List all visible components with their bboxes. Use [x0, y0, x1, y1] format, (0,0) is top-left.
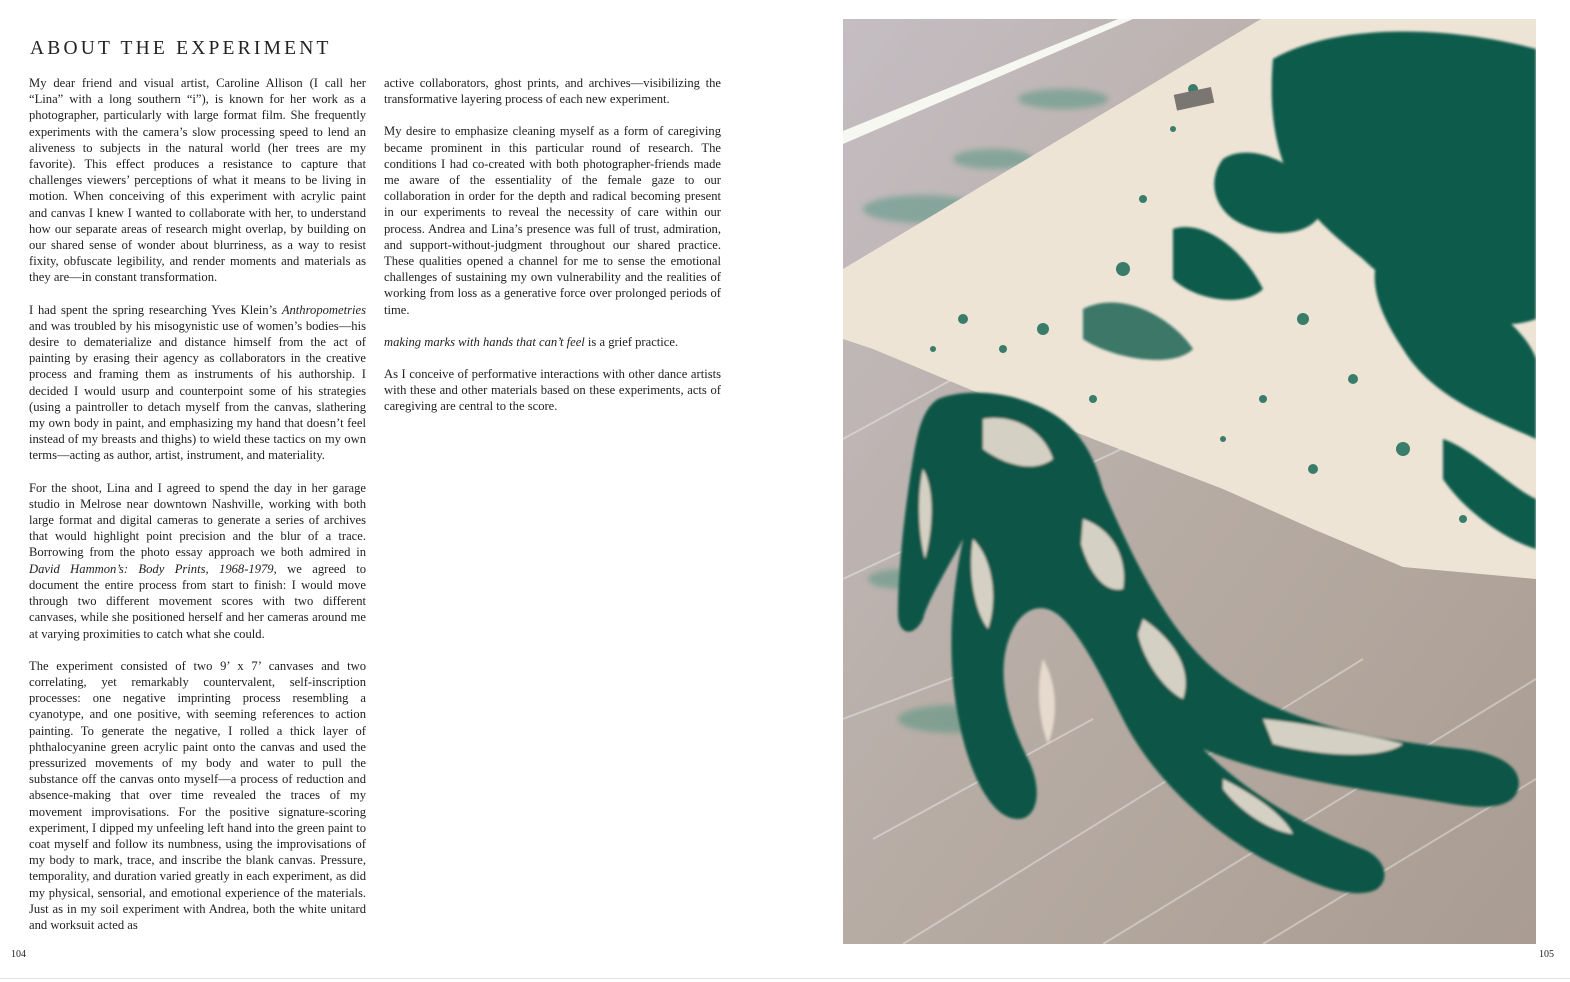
left-paragraph: [29, 658, 366, 933]
left-text-column: [29, 75, 366, 949]
text-run: and was troubled by his misogynistic use of women’s bodies—his desire to dematerialize and distance himself from the act of painting by erasing their agency as collaborators in the creative process and framing them as instruments of his authorship. I decided I would usurp and counterpoint some of his strategies (using a paintroller to detach myself from the canvas, slathering my own body in paint, and emphasizing my hand that doesn’t feel instead of my breasts and thighs) to wield these tactics on my own terms—acting as author, artist, instrument, and materiality.: [29, 318, 366, 463]
page-heading: ABOUT THE EXPERIMENT: [30, 38, 332, 59]
right-paragraph: [384, 123, 721, 317]
text-run: is a grief practice.: [584, 334, 679, 349]
text-run: I had spent the spring researching Yves Klein’s: [29, 302, 282, 317]
page-number-left: 104: [11, 949, 26, 960]
left-paragraph: [29, 75, 366, 286]
right-text-column: [384, 75, 721, 431]
right-paragraph: [384, 366, 721, 415]
page-number-right: 105: [1539, 949, 1554, 960]
text-run: For the shoot, Lina and I agreed to spend the day in her garage studio in Melrose near downtown Nashville, working with both large format and digital cameras to generate a series of archives that would highlight point precision and the blur of a trace. Borrowing from the photo essay approach we both admired in: [29, 480, 366, 560]
text-run: The experiment consisted of two 9’ x 7’ canvases and two correlating, yet remarkably countervalent, self-inscription processes: one negative imprinting process resembling a cyanotype, and one positive, with seeming references to action painting. To generate the negative, I rolled a thick layer of phthalocyanine green acrylic paint onto the canvas and used the pressurized movements of my body and water to pull the substance off the canvas onto myself—a process of reduction and absence-making that over time revealed the traces of my movement improvisations. For the positive signature-scoring experiment, I dipped my unfeeling left hand into the green paint to coat myself and follow its numbness, using the improvisations of my body to mark, trace, and inscribe the blank canvas. Pressure, temporality, and duration varied greatly in each experiment, as did my physical, sensorial, and emotional experience of the materials. Just as in my soil experiment with Andrea, both the white unitard and worksuit acted as: [29, 658, 366, 932]
right-paragraph: [384, 334, 721, 350]
italic-title: making marks with hands that can’t feel: [384, 334, 585, 349]
text-run: My dear friend and visual artist, Caroline Allison (I call her “Lina” with a long southern “i”), is known for her work as a photographer, particularly with large format film. She frequently experiments with the camera’s slow processing speed to lend an aliveness to subjects in the natural world (her trees are my favorite). This effect produces a resistance to capture that challenges viewers’ perceptions of what it means to be living in motion. When conceiving of this experiment with acrylic paint and canvas I knew I wanted to collaborate with her, to understand how our separate areas of research might overlap, by building on our shared sense of wonder about blurriness, as a way to resist fixity, obfuscate legibility, and render moments and materials as they are—in constant transformation.: [29, 76, 366, 285]
italic-title: Anthropometries: [281, 302, 366, 317]
italic-title: David Hammon’s: Body Prints, 1968-1979: [29, 561, 274, 576]
text-run: active collaborators, ghost prints, and archives—visibilizing the transformative layering process of each new experiment.: [384, 76, 721, 107]
left-paragraph: [29, 302, 366, 464]
left-paragraph: [29, 480, 366, 642]
text-run: As I conceive of performative interactions with other dance artists with these and other materials based on these experiments, acts of caregiving are central to the score.: [384, 367, 721, 414]
text-run: My desire to emphasize cleaning myself as a form of caregiving became prominent in this particular round of research. The conditions I had co-created with both photographer-friends made me aware of the essentiality of the female gaze to our collaboration in order for the depth and radical becoming present in our experiments to reveal the necessity of care within our process. Andrea and Lina’s presence was full of trust, admiration, and support-without-judgment throughout our shared practice. These qualities opened a channel for me to sense the emotional challenges of sustaining my own vulnerability and the realities of working from loss as a generative force over prolonged periods of time.: [384, 124, 721, 317]
artwork-photo: [843, 19, 1536, 944]
right-paragraph: [384, 75, 721, 107]
page-divider: [0, 978, 1570, 979]
text-run: , we agreed to document the entire process from start to finish: I would move through two different movement scores with two different canvases, while she positioned herself and her cameras around me at varying proximities to catch what she could.: [29, 561, 366, 641]
